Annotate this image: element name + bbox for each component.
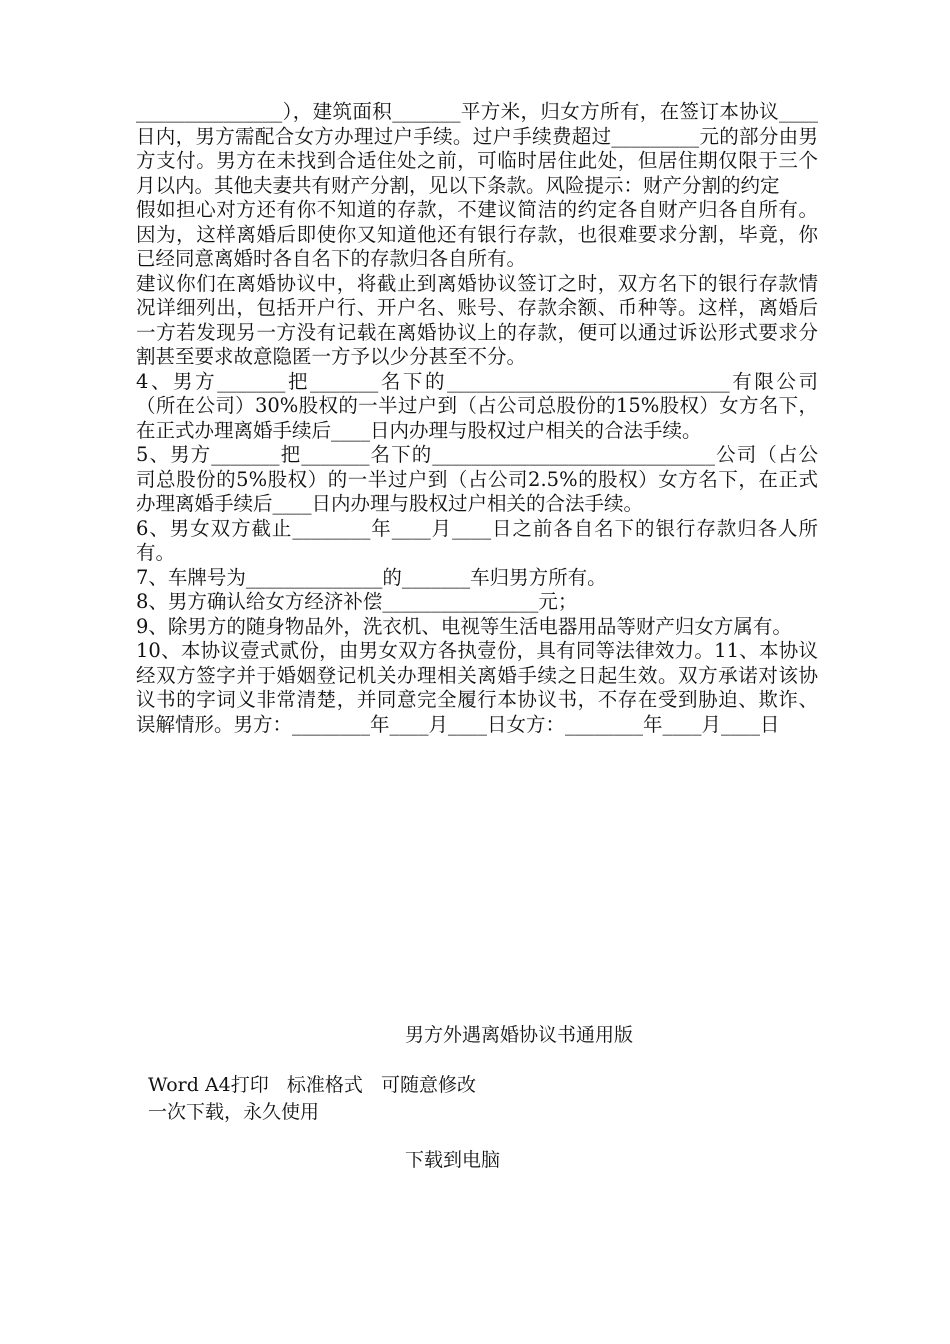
clause-7: 7、车牌号为______________的_______车归男方所有。	[136, 565, 607, 589]
footer-features: Word A4打印 标准格式 可随意修改	[148, 1074, 477, 1096]
paragraph-advice: 建议你们在离婚协议中，将截止到离婚协议签订之时，双方名下的银行存款情况详细列出，包括开户行、开户名、账号、存款余额、币种等。这样，离婚后一方若发现另一方没有记载在离婚协议上的存款，便可以通过诉讼形式要求分割甚至要求故意隐匿一方予以少分甚至不分。	[136, 271, 818, 368]
clause-10-11: 10、本协议壹式贰份，由男女双方各执壹份，具有同等法律效力。11、本协议经双方签字并于婚姻登记机关办理相关离婚手续之日起生效。双方承诺对该协议书的字词义非常清楚，并同意完全履行本协议书，不存在受到胁迫、欺诈、误解情形。男方：________年____月____日女方：________年____月____日	[136, 639, 818, 736]
paragraph-property: _______________），建筑面积_______平方米，归女方所有，在签订本协议____日内，男方需配合女方办理过户手续。过户手续费超过_________元的部分由男方支付。男方在未找到合适住处之前，可临时居住此处，但居住期仅限于三个月以内。其他夫妻共有财产分割，见以下条款。风险提示：财产分割的约定	[136, 100, 818, 197]
agreement-body	[136, 100, 818, 737]
footer-title: 男方外遇离婚协议书通用版	[405, 1024, 634, 1046]
clause-5: 5、男方_______把_______名下的_____________________________公司（占公司总股份的5%股权）的一半过户到（占公司2.5%的股权）女方名下，在正式办理离婚手续后____日内办理与股权过户相关的合法手续。	[136, 443, 818, 515]
clause-6: 6、男女双方截止________年____月____日之前各自名下的银行存款归各人所有。	[136, 516, 818, 564]
footer-usage: 一次下载，永久使用	[148, 1101, 320, 1123]
paragraph-risk-deposit: 假如担心对方还有你不知道的存款，不建议简洁的约定各自财产归各自所有。因为，这样离婚后即使你又知道他还有银行存款，也很难要求分割，毕竟，你已经同意离婚时各自名下的存款归各自所有。	[136, 198, 818, 270]
clause-4: 4、男方_______把_______名下的_____________________________有限公司（所在公司）30%股权的一半过户到（占公司总股份的15%股权）女方名下，在正式办理离婚手续后____日内办理与股权过户相关的合法手续。	[136, 369, 818, 442]
clause-9: 9、除男方的随身物品外，洗衣机、电视等生活电器用品等财产归女方属有。	[136, 614, 792, 638]
clause-8: 8、男方确认给女方经济补偿________________元；	[136, 590, 578, 613]
download-to-computer-link[interactable]: 下载到电脑	[405, 1149, 501, 1171]
